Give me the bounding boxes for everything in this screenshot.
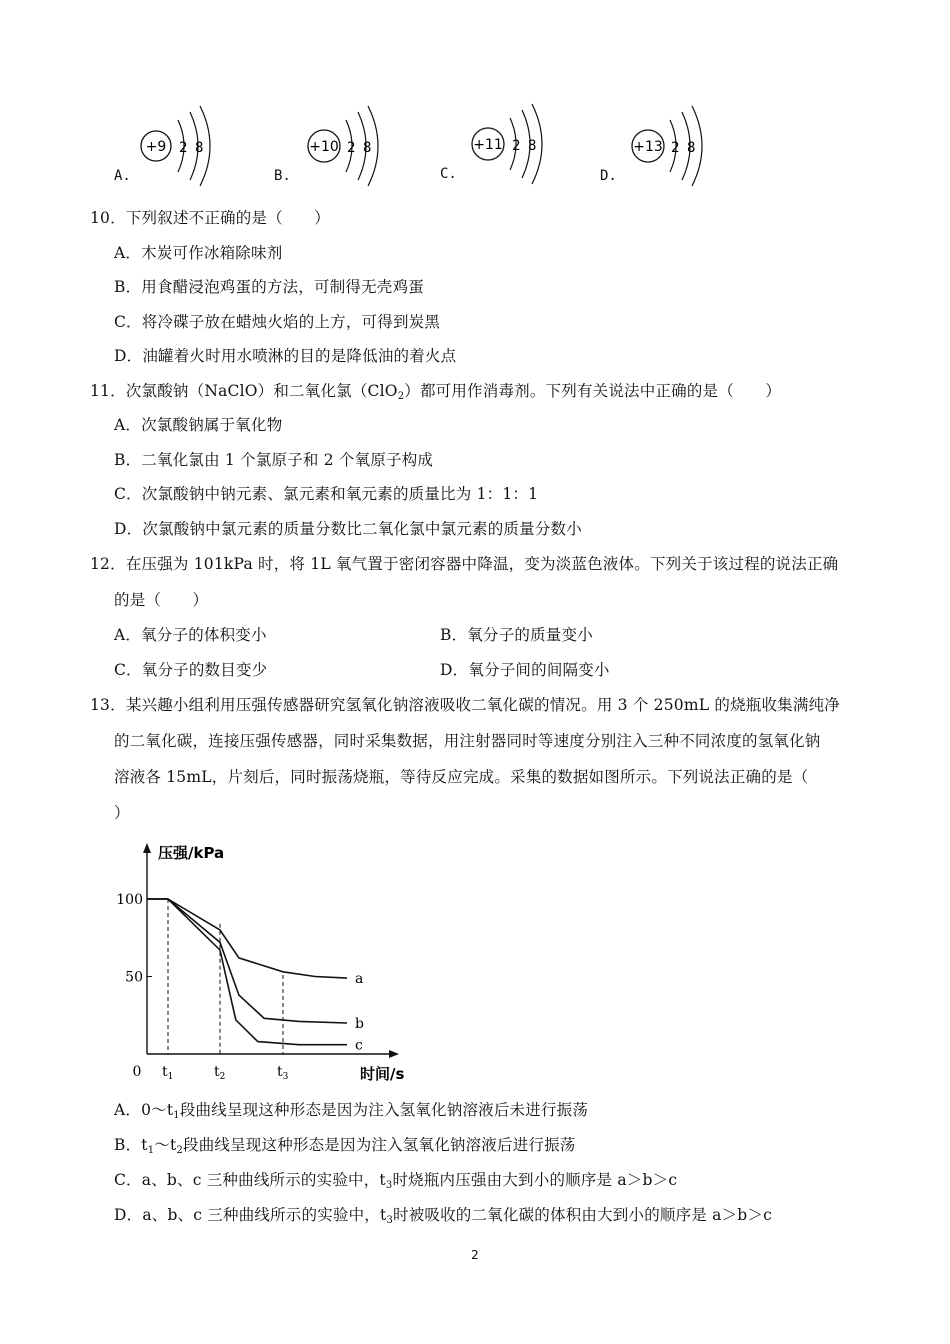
q13-stem-line2: 的二氧化碳，连接压强传感器，同时采集数据，用注射器同时等速度分别注入三种不同浓度的氢氧化钠 <box>114 732 821 750</box>
option-b-atom-diagram <box>274 102 384 192</box>
q10-option-b: B．用食醋浸泡鸡蛋的方法，可制得无壳鸡蛋 <box>114 278 424 296</box>
y-axis-label: 压强/kPa <box>158 844 225 862</box>
svg-text:+13: +13 <box>633 139 663 155</box>
option-d-atom-diagram <box>600 102 710 192</box>
x-tick-label-t3: $t_3$ <box>277 1064 289 1082</box>
y-tick-label: 100 <box>116 892 143 908</box>
option-c-atom-diagram <box>440 100 550 190</box>
q10-option-d: D．油罐着火时用水喷淋的目的是降低油的着火点 <box>114 347 457 365</box>
q10-stem: 10．下列叙述不正确的是（ ） <box>90 209 330 227</box>
q13-option-a: A．$0\sim t_1$段曲线呈现这种形态是因为注入氢氧化钠溶液后未进行振荡 <box>114 1101 589 1121</box>
nucleus-charge: +9 <box>145 139 167 155</box>
svg-text:8: 8 <box>528 138 537 154</box>
option-label: C. <box>440 166 457 182</box>
option-a-atom-diagram <box>114 102 224 192</box>
option-label: D. <box>600 168 617 184</box>
q11-option-d: D．次氯酸钠中氯元素的质量分数比二氧化氯中氯元素的质量分数小 <box>114 520 582 538</box>
x-axis-label: 时间/s <box>360 1065 405 1083</box>
series-label-c: c <box>355 1037 363 1054</box>
series-label-a: a <box>355 971 364 988</box>
q10-option-c: C．将冷碟子放在蜡烛火焰的上方，可得到炭黑 <box>114 313 441 331</box>
pressure-time-chart <box>110 835 410 1090</box>
q11-option-b: B．二氧化氯由 1 个氯原子和 2 个氧原子构成 <box>114 451 434 469</box>
svg-text:8: 8 <box>195 140 204 156</box>
q13-option-b: B．$t_1\sim t_2$段曲线呈现这种形态是因为注入氢氧化钠溶液后进行振荡 <box>114 1136 576 1156</box>
y-tick-label: 50 <box>125 969 143 986</box>
atom-structure-icon <box>618 102 718 188</box>
q11-option-c: C．次氯酸钠中钠元素、氯元素和氧元素的质量比为 1：1：1 <box>114 485 539 503</box>
q12-option-c: C．氧分子的数目变少 <box>114 661 268 679</box>
q12-option-b: B．氧分子的质量变小 <box>440 626 593 644</box>
x-axis-arrow <box>389 1050 399 1058</box>
q13-option-d: D．a、b、c 三种曲线所示的实验中，$t_3$时被吸收的二氧化碳的体积由大到小的顺序是 a＞b＞c <box>114 1206 772 1226</box>
series-label-b: b <box>355 1016 364 1032</box>
svg-text:8: 8 <box>363 140 372 156</box>
q13-option-c: C．a、b、c 三种曲线所示的实验中，$t_3$时烧瓶内压强由大到小的顺序是 a＞b＞c <box>114 1171 678 1191</box>
x-tick-label-t1: $t_1$ <box>162 1064 174 1082</box>
x-tick-label-t2: $t_2$ <box>214 1064 226 1082</box>
atom-structure-icon <box>292 102 392 188</box>
page-number: 2 <box>471 1248 479 1262</box>
q13-stem-line4: ） <box>114 804 130 822</box>
y-axis-arrow <box>143 843 151 853</box>
q13-stem-line1: 13．某兴趣小组利用压强传感器研究氢氧化钠溶液吸收二氧化碳的情况。用 3 个 250mL 的烧瓶收集满纯净 <box>90 696 840 714</box>
svg-text:2: 2 <box>347 140 356 156</box>
q11-stem: 11．次氯酸钠（NaClO）和二氧化氯（ClO$_2$）都可用作消毒剂。下列有关说法中正确的是（ ） <box>90 382 782 402</box>
q11-option-a: A．次氯酸钠属于氧化物 <box>114 416 283 434</box>
q13-stem-line3: 溶液各 15mL，片刻后，同时振荡烧瓶，等待反应完成。采集的数据如图所示。下列说法正确的是（ <box>114 768 809 786</box>
option-label: B. <box>274 168 291 184</box>
option-label: A. <box>114 168 131 184</box>
atom-structure-icon <box>132 102 232 188</box>
series-line-c <box>147 899 347 1045</box>
origin-label: 0 <box>132 1064 142 1080</box>
q10-option-a: A．木炭可作冰箱除味剂 <box>114 244 283 262</box>
q12-stem-line1: 12．在压强为 101kPa 时，将 1L 氧气置于密闭容器中降温，变为淡蓝色液体。下列关于该过程的说法正确 <box>90 555 839 573</box>
svg-text:+10: +10 <box>309 139 339 155</box>
svg-text:2: 2 <box>179 140 188 156</box>
svg-text:8: 8 <box>687 140 696 156</box>
q12-stem-line2: 的是（ ） <box>114 591 209 609</box>
svg-text:+11: +11 <box>473 137 503 153</box>
atom-structure-icon <box>458 100 558 186</box>
svg-text:2: 2 <box>512 138 521 154</box>
q12-option-d: D．氧分子间的间隔变小 <box>440 661 610 679</box>
svg-text:2: 2 <box>671 140 680 156</box>
series-line-a <box>147 899 347 978</box>
q12-option-a: A．氧分子的体积变小 <box>114 626 267 644</box>
